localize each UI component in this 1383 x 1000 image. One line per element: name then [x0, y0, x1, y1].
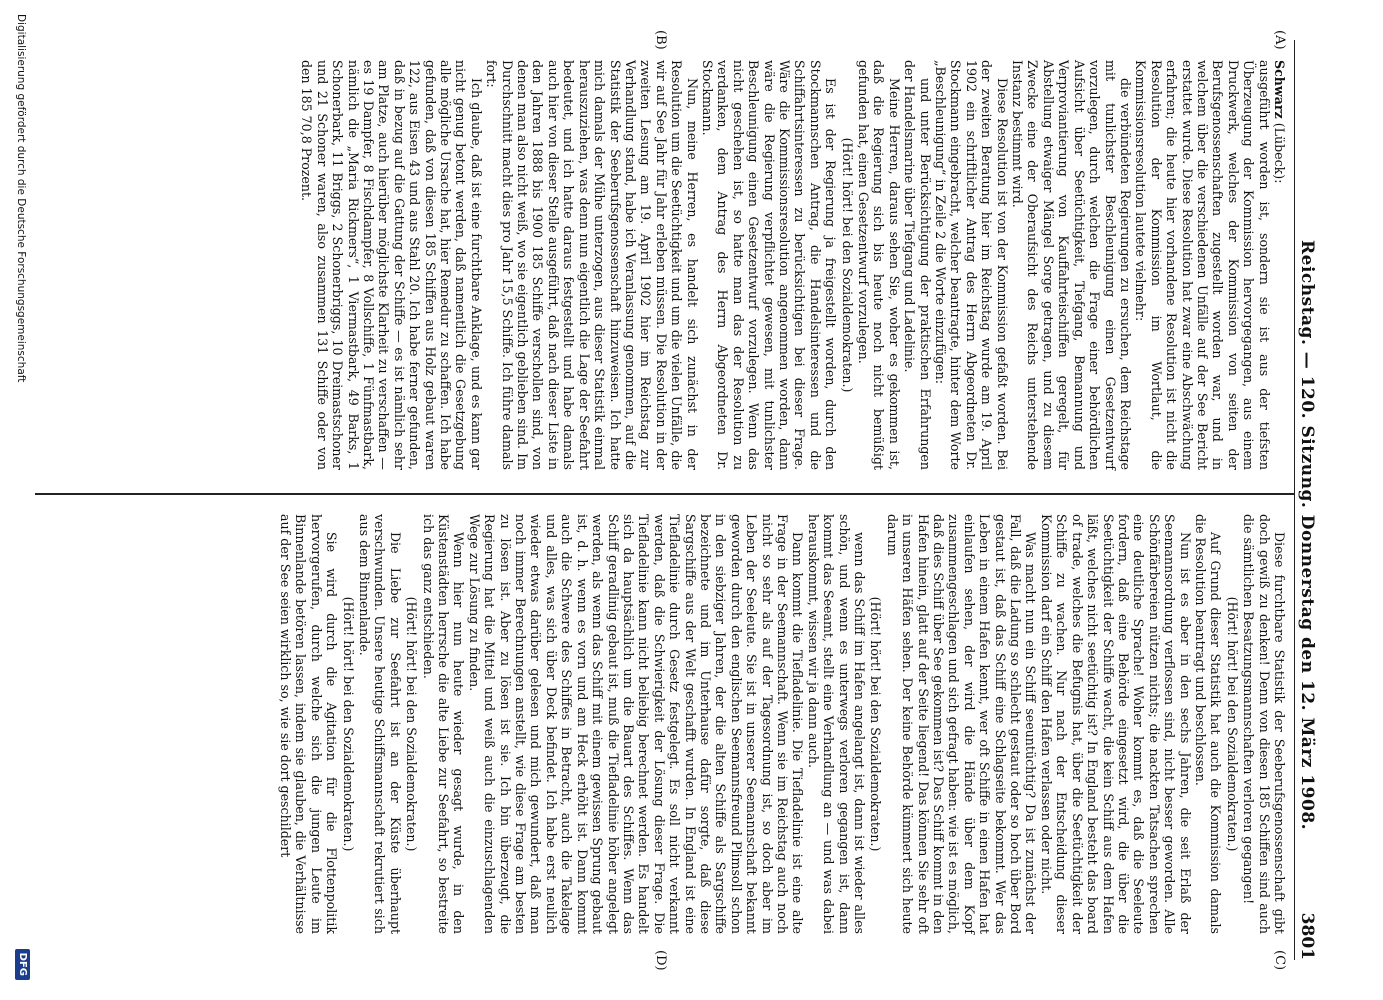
footer-text: Digitalisierung gefördert durch die Deutsche Forschungsgemeinschaft — [15, 14, 27, 383]
margin-marker-a: (A) — [1272, 30, 1287, 50]
paragraph: Wenn hier nun heute wieder gesagt wurde, in den Küstenstädten herrsche die alte Liebe zur Seefahrt, so bestreite ich das ganz entschieden. — [420, 514, 467, 934]
page-header — [1291, 40, 1321, 960]
paragraph: Es ist der Regierung ja freigestellt worden, durch den Stockmannschen Antrag, die Handelsinteressen und die Schiffahrtsinteressen zu berücksichtigen bei dieser Frage. Wäre die Kommissionsresolution angenommen worden, dann wäre die Regierung verpflichtet gewesen, mit tunlichster Beschleunigung einen Gesetzentwurf vorzulegen. Wenn das nicht geschehen ist, so hatte man das der Resolution zu verdanken, dem Antrag des Herrn Abgeordneten Dr. Stockmann. — [699, 60, 839, 470]
interjection: (Hört! hört! bei den Sozialdemokraten.) — [1224, 596, 1240, 852]
paragraph: Meine Herren, daraus sehen Sie, woher es gekommen ist, daß die Regierung sich bis heute noch nicht bemüßigt gefunden hat, einen Gesetzentwurf vorzulegen. — [856, 60, 902, 470]
interjection: (Hört! hört! bei den Sozialdemokraten.) — [340, 596, 356, 852]
column-divider — [35, 493, 1295, 495]
paragraph — [1272, 60, 1287, 470]
paragraph: Nun, meine Herren, es handelt sich zunächst in der Resolution um die Seetüchtigkeit und um die vielen Unfälle, die wir auf See Jahr für Jahr erleben müssen. Die Resolution in der zweiten Lesung am 19. April 1902 hier im Reichstag zur Verhandlung stand, habe ich Veranlassung genommen, auf die Statistik der Seeberufsgenossenschaft hinzuweisen. Ich hatte mich damals der Mühe unterzogen, aus dieser Statistik einmal herauszuziehen, was denn nun eigentlich die Lage der Seefahrt bedeutet, und ich hatte daraus festgestellt und habe damals auch hier von dieser Stelle ausgeführt, daß nach dieser Liste in den Jahren 1888 bis 1900 185 Schiffe verschollen sind, von denen man also nicht weiß, wo sie eigentlich geblieben sind. Im Durchschnitt macht dies pro Jahr 15,5 Schiffe. Ich führe damals fort: — [484, 60, 700, 470]
speaker-name: Schwarz — [1272, 60, 1287, 119]
paragraph: ausgeführt worden ist, sondern sie ist aus der tiefsten Überzeugung der Kommission hervorgegangen, aus einem Druckwerk, welches der Kommission von seiten der Berufsgenossenschaften zugestellt worden war, und in welchem über die verschiedenen Unfälle auf der See Bericht erstattet wurde. Diese Resolution hat zwar eine Abschwächung erfahren; die heute hier vorhandene Resolution ist nicht die Resolution der Kommission im Wortlaut, die Kommissionsresolution lautete vielmehr: — [1133, 60, 1272, 470]
margin-marker-c: (C) — [1272, 950, 1287, 971]
interjection: (Hört! hört! bei den Sozialdemokraten.) — [839, 137, 855, 393]
quoted-resolution: die verbündeten Regierungen zu ersuchen, dem Reichstage mit tunlichster Beschleunigung einen Gesetzentwurf vorzulegen, durch welchen die Frage einer behördlichen Aufsicht über Seetüchtigkeit, Tiefgang, Bemannung und Verproviantierung von Kauffahrteischiffen geregelt, für Abstellung etwaiger Mängel Sorge getragen, und zu diesem Zwecke eine der Oberaufsicht des Reichs unterstehende Instanz bestimmt wird. — [1010, 60, 1133, 470]
header-rule — [1294, 40, 1295, 960]
left-column — [299, 60, 1287, 470]
paragraph: Die Liebe zur Seefahrt ist an der Küste überhaupt verschwunden. Unsere heutige Schiffsmannschaft rekrutiert sich aus dem Binnenlande. — [357, 514, 403, 934]
margin-marker-d: (D) — [653, 950, 668, 971]
dfg-logo: DFG — [15, 949, 30, 980]
paragraph: Ich glaube, daß ist eine furchtbare Anklage, und es kann gar nicht genug betont werden, daß namentlich die Gesetzgebung alle mögliche Ursache hat, hier Remedur zu schaffen. Ich habe gefunden, daß von diesen 185 Schiffen aus Holz gebaut waren 122, aus Eisen 43 und aus Stahl 20. Ich habe ferner gefunden, daß in bezug auf die Gattung der Schiffe — es ist nämlich sehr am Platze, auch hierüber möglichste Klarheit zu verschaffen — es 19 Dampfer, 8 Fischdampfer, 8 Vollschiffe, 1 Fünfmastbark, nämlich die „Maria Rickmers“, 1 Viermastbark, 49 Barks, 1 Schonerbark, 11 Briggs, 2 Schonerbriggs, 10 Dreimastschoner und 21 Schoner waren, also zusammen 131 Schiffe oder von den 185 70,8 Prozent. — [299, 60, 484, 470]
paragraph: Dann kommt die Tiefladelinie. Die Tiefladelinie ist eine alte Frage in der Seemannschaft. Wenn sie im Reichstag auch noch nicht so sehr als auf der Tagesordnung ist, so doch aber im Leben der Seeleute. Sie ist in unserer Seemannschaft bekannt geworden durch den englischen Seemannsfreund Plimsoll schon in den siebziger Jahren, der die alten Schiffe als Sargschiffe bezeichnete und im Unterhause dafür sorgte, daß diese Sargschiffe aus der Welt geschafft wurden. In England ist eine Tiefladelinie durch Gesetz festgelegt. Es soll nicht verkannt werden, daß die Schwierigkeit der Lösung dieser Frage. Die Tiefladelinie kann nicht beliebig berechnet werden. Es handelt sich da hauptsächlich um die Bauart des Schiffes. Wenn das Schiff geradlinig gebaut ist, muß die Tiefladelinie höher angelegt werden, als wenn das Schiff mit einem gewissen Sprung gebaut ist, d. h. wenn es vorn und am Heck erhöht ist. Dann kommt auch die Schwere des Schiffes in Betracht, auch die Takelage und alles, was sich über Deck befindet. Ich habe erst neulich wieder etwas darüber gelesen und mich gewundert, daß man noch immer Berechnungen anstellt, wie diese Frage am besten zu lösen ist. Aber zu lösen ist sie. Ich bin überzeugt, die Regierung hat die Mittel und weiß auch die einzuschlagenden Wege zur Lösung zu finden. — [466, 514, 806, 934]
paragraph: Diese furchtbare Statistik der Seeberufsgenossenschaft gibt doch gewiß zu denken! Denn von diesen 185 Schiffen sind auch die sämtlichen Besatzungsmannschaften verloren gegangen! — [1241, 514, 1287, 934]
paragraph: Auf Grund dieser Statistik hat auch die Kommission damals die Resolution beantragt und beschlossen. — [1192, 514, 1224, 934]
digitization-footer — [9, 14, 31, 986]
paragraph: Diese Resolution ist von der Kommission gefaßt worden. Bei der zweiten Beratung hier im Reichstag wurde am 19. April 1902 ein schriftlicher Antrag des Herrn Abgeordneten Dr. Stockmann eingebracht, welcher beantragte, hinter dem Worte „Beschleunigung“ in Zeile 2 die Worte einzufügen: — [933, 60, 1010, 470]
interjection: (Hört! hört! bei den Sozialdemokraten.) — [404, 596, 420, 852]
page-number: 3801 — [1297, 912, 1317, 960]
quoted-amendment: und unter Berücksichtigung der praktischen Erfahrungen der Handelsmarine über Tiefgang und Ladelinie. — [902, 60, 933, 470]
interjection: (Hört! hört! bei den Sozialdemokraten.) — [868, 596, 884, 852]
right-column — [278, 514, 1287, 934]
speaker-suffix: (Lübeck): — [1272, 118, 1287, 184]
paragraph: Nun ist es aber in den sechs Jahren, die seit Erlaß der Seemannsordnung verflossen sind, nicht besser geworden. Alle Schönfärbereien nützen nichts; die nackten Tatsachen sprechen eine deutliche Sprache! Woher kommt es, daß die Seeleute fordern, daß eine Behörde eingesetzt wird, die über die Seetüchtigkeit der Schiffe wacht, die kein Schiff aus dem Hafen läßt, welches nicht seetüchtig ist? In England besteht das board of trade, welches die Befugnis hat, über die Seetüchtigkeit der Schiffe zu wachen. Nur nach der Entscheidung dieser Kommission darf ein Schiff den Hafen verlassen oder nicht. — [1038, 514, 1193, 934]
paragraph: wenn das Schiff im Hafen angelangt ist, dann ist wieder alles schön, und wenn es unterwegs verloren gegangen ist, dann kommt das Seeamt, stellt eine Verhandlung an — und was dabei herauskommt, wissen wir ja dann auch. — [805, 514, 868, 934]
running-title: Reichstag. — 120. Sitzung. Donnerstag den 12. März 1908. — [1297, 240, 1317, 831]
paragraph: Was macht nun ein Schiff seeuntüchtig? Da ist zunächst der Fall, daß die Ladung so schlecht gestaut oder so hoch über Bord gestaut ist, daß das Schiff eine Schlagseite bekommt. Wer das Leben in einem Hafen kennt, wer oft Schiffe in einen Hafen hat einlaufen sehen, der wird die Hände über dem Kopf zusammengeschlagen und sich gefragt haben: wie ist es möglich, daß dies Schiff über See gekommen ist? Das Schiff kommt in den Hafen hinein, glatt auf der Seite liegend! Das können Sie sehr oft in unseren Häfen sehen. Der keine Behörde kümmert sich heute darum — [884, 514, 1039, 934]
margin-marker-b: (B) — [653, 30, 668, 50]
paragraph: Sie wird durch die Agitation für die Flottenpolitik hervorgerufen, durch welche sich die jungen Leute im Binnenlande betören lassen, indem sie glauben, die Verhältnisse auf der See seien wirklich so, wie sie dort geschildert — [278, 514, 340, 934]
